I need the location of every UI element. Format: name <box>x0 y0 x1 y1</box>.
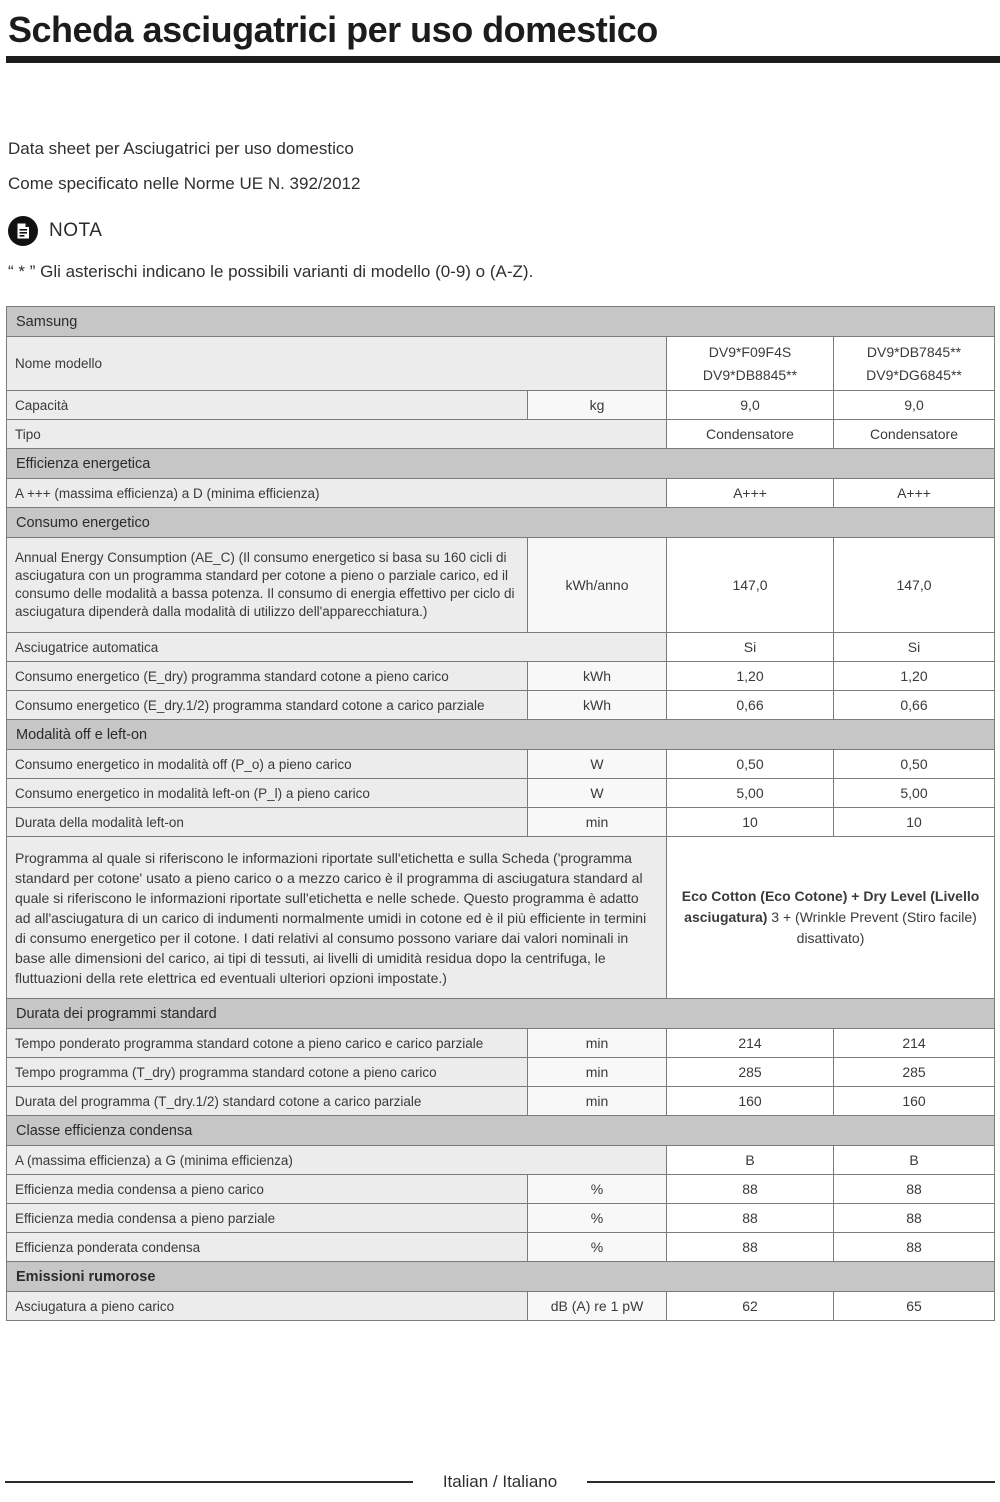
table-row-capacita <box>7 391 995 420</box>
model-name: DV9*F09F4S <box>708 343 792 360</box>
value-cell: 9,0 <box>667 391 834 420</box>
value-cell: Si <box>834 633 995 662</box>
unit-cell: kg <box>528 391 667 420</box>
unit-cell: min <box>528 1058 667 1087</box>
value-cell: 285 <box>834 1058 995 1087</box>
row-label: Programma al quale si riferiscono le informazioni riportate sull'etichetta e sulla Scheda ('programma standard per cotone' usato a pieno carico o a mezzo carico è il programma di asciugatura standard al quale si riferiscono le informazioni riportate sull'etichetta e nelle schede. Questo programma è adatto ad all'asciugatura di un carico di indumenti normalmente umidi in cotone ed è il più efficiente in termini di consumo energetico per il cotone. I dati relativi al consumo possono variare dai valori nominali in base alle dimensioni del carico, ai tipi di tessuti, ai livelli di umidità residua dopo la centrifuga, le fluttuazioni della rete elettrica ed eventuali ulteriori opzioni impostate.) <box>7 837 667 999</box>
row-label: Consumo energetico (E_dry) programma standard cotone a pieno carico <box>7 662 528 691</box>
value-cell: 10 <box>667 808 834 837</box>
section-row-condensa <box>7 1116 995 1146</box>
value-cell: 5,00 <box>667 779 834 808</box>
row-label: A +++ (massima efficienza) a D (minima efficienza) <box>7 479 667 508</box>
table-row-eff-pieno <box>7 1175 995 1204</box>
value-cell: 160 <box>834 1087 995 1116</box>
table-row-po <box>7 750 995 779</box>
value-cell: 285 <box>667 1058 834 1087</box>
table-row-aec <box>7 538 995 633</box>
value-cell: B <box>834 1146 995 1175</box>
value-cell: 88 <box>667 1233 834 1262</box>
value-cell: 88 <box>667 1175 834 1204</box>
intro-line-1: Data sheet per Asciugatrici per uso domestico <box>8 139 354 158</box>
row-label: Efficienza ponderata condensa <box>7 1233 528 1262</box>
value-cell: 88 <box>834 1204 995 1233</box>
unit-cell: % <box>528 1175 667 1204</box>
row-label: Efficienza media condensa a pieno carico <box>7 1175 528 1204</box>
value-cell: 214 <box>667 1029 834 1058</box>
unit-cell: W <box>528 750 667 779</box>
row-label: Consumo energetico (E_dry.1/2) programma standard cotone a carico parziale <box>7 691 528 720</box>
section-row-modalita <box>7 720 995 750</box>
footer <box>0 1472 1000 1502</box>
value-cell: A+++ <box>667 479 834 508</box>
value-cell: 65 <box>834 1292 995 1321</box>
row-label: Tipo <box>7 420 667 449</box>
footer-rule-right <box>587 1481 995 1483</box>
value-cell: 88 <box>667 1204 834 1233</box>
value-cell: 0,66 <box>834 691 995 720</box>
row-label: Durata della modalità left-on <box>7 808 528 837</box>
table-row-tempo-tdry <box>7 1058 995 1087</box>
value-cell: 10 <box>834 808 995 837</box>
row-label: A (massima efficienza) a G (minima efficienza) <box>7 1146 667 1175</box>
value-cell: 5,00 <box>834 779 995 808</box>
table-row-classe-condensa <box>7 1146 995 1175</box>
section-row-emissioni <box>7 1262 995 1292</box>
value-cell: Condensatore <box>667 420 834 449</box>
table-row-edry12 <box>7 691 995 720</box>
unit-cell: kWh <box>528 662 667 691</box>
footer-rule-left <box>5 1481 413 1483</box>
unit-cell: kWh/anno <box>528 538 667 633</box>
section-title: Durata dei programmi standard <box>7 999 995 1029</box>
section-title: Emissioni rumorose <box>7 1262 995 1292</box>
row-label: Efficienza media condensa a pieno parziale <box>7 1204 528 1233</box>
programma-value-rest: 3 + (Wrinkle Prevent (Stiro facile) disattivato) <box>767 909 977 946</box>
model-name: DV9*DB7845** <box>866 343 962 360</box>
table-row-eff-parziale <box>7 1204 995 1233</box>
section-row-durata <box>7 999 995 1029</box>
value-cell: 214 <box>834 1029 995 1058</box>
brand-cell: Samsung <box>7 307 995 337</box>
title-rule <box>6 56 1000 63</box>
value-cell: 1,20 <box>834 662 995 691</box>
model-cell-1 <box>667 337 834 391</box>
row-label: Tempo ponderato programma standard cotone a pieno carico e carico parziale <box>7 1029 528 1058</box>
value-cell: B <box>667 1146 834 1175</box>
unit-cell: dB (A) re 1 pW <box>528 1292 667 1321</box>
model-name: DV9*DG6845** <box>866 366 962 383</box>
value-cell: 62 <box>667 1292 834 1321</box>
table-row-tempo-ponderato <box>7 1029 995 1058</box>
intro-line-2: Come specificato nelle Norme UE N. 392/2012 <box>8 174 361 193</box>
row-label: Annual Energy Consumption (AE_C) (Il consumo energetico si basa su 160 cicli di asciugatura con un programma standard per cotone a pieno o parziale carico, ed il consumo delle modalità a bassa potenza. Il consumo di energia effettivo per ciclo di asciugatura dipenderà dalla modalità di utilizzo dell'apparecchiatura.) <box>7 538 528 633</box>
page-title: Scheda asciugatrici per uso domestico <box>8 9 658 50</box>
spec-table <box>6 306 995 1321</box>
asterisk-note: “ * ” Gli asterischi indicano le possibili varianti di modello (0-9) o (A-Z). <box>8 262 534 281</box>
table-row-durata-tdry12 <box>7 1087 995 1116</box>
unit-cell: min <box>528 1087 667 1116</box>
table-row-tipo <box>7 420 995 449</box>
section-title: Modalità off e left-on <box>7 720 995 750</box>
row-label: Asciugatura a pieno carico <box>7 1292 528 1321</box>
value-cell: 147,0 <box>667 538 834 633</box>
row-label: Asciugatrice automatica <box>7 633 667 662</box>
value-cell: 9,0 <box>834 391 995 420</box>
section-title: Efficienza energetica <box>7 449 995 479</box>
value-cell: 147,0 <box>834 538 995 633</box>
row-label: Tempo programma (T_dry) programma standard cotone a pieno carico <box>7 1058 528 1087</box>
document-note-icon <box>8 216 38 246</box>
value-cell: 0,66 <box>667 691 834 720</box>
section-title: Classe efficienza condensa <box>7 1116 995 1146</box>
section-title: Consumo energetico <box>7 508 995 538</box>
section-row-efficienza <box>7 449 995 479</box>
table-row-classe-energetica <box>7 479 995 508</box>
row-label: Nome modello <box>7 337 667 391</box>
value-cell: A+++ <box>834 479 995 508</box>
table-row-pl <box>7 779 995 808</box>
unit-cell: % <box>528 1233 667 1262</box>
table-row-durata-lefton <box>7 808 995 837</box>
value-cell: 0,50 <box>667 750 834 779</box>
value-cell: 88 <box>834 1233 995 1262</box>
row-label: Durata del programma (T_dry.1/2) standard cotone a carico parziale <box>7 1087 528 1116</box>
unit-cell: kWh <box>528 691 667 720</box>
value-cell <box>667 837 995 999</box>
table-row-rumore <box>7 1292 995 1321</box>
table-row-programma <box>7 837 995 999</box>
unit-cell: min <box>528 808 667 837</box>
note-row <box>6 215 994 247</box>
row-label: Consumo energetico in modalità off (P_o) a pieno carico <box>7 750 528 779</box>
value-cell: Si <box>667 633 834 662</box>
row-label: Capacità <box>7 391 528 420</box>
value-cell: Condensatore <box>834 420 995 449</box>
brand-row <box>7 307 995 337</box>
table-row-automatica <box>7 633 995 662</box>
model-cell-2 <box>834 337 995 391</box>
unit-cell: W <box>528 779 667 808</box>
table-row-eff-ponderata <box>7 1233 995 1262</box>
value-cell: 88 <box>834 1175 995 1204</box>
value-cell: 1,20 <box>667 662 834 691</box>
model-name: DV9*DB8845** <box>702 366 798 383</box>
row-label: Consumo energetico in modalità left-on (P_l) a pieno carico <box>7 779 528 808</box>
value-cell: 160 <box>667 1087 834 1116</box>
unit-cell: min <box>528 1029 667 1058</box>
section-row-consumo <box>7 508 995 538</box>
table-row-edry <box>7 662 995 691</box>
footer-label: Italian / Italiano <box>442 1472 558 1491</box>
unit-cell: % <box>528 1204 667 1233</box>
note-label: NOTA <box>49 220 103 241</box>
value-cell: 0,50 <box>834 750 995 779</box>
programma-value-bold: Eco Cotton (Eco Cotone) + Dry Level (Livello asciugatura) <box>681 888 980 925</box>
model-row <box>7 337 995 391</box>
